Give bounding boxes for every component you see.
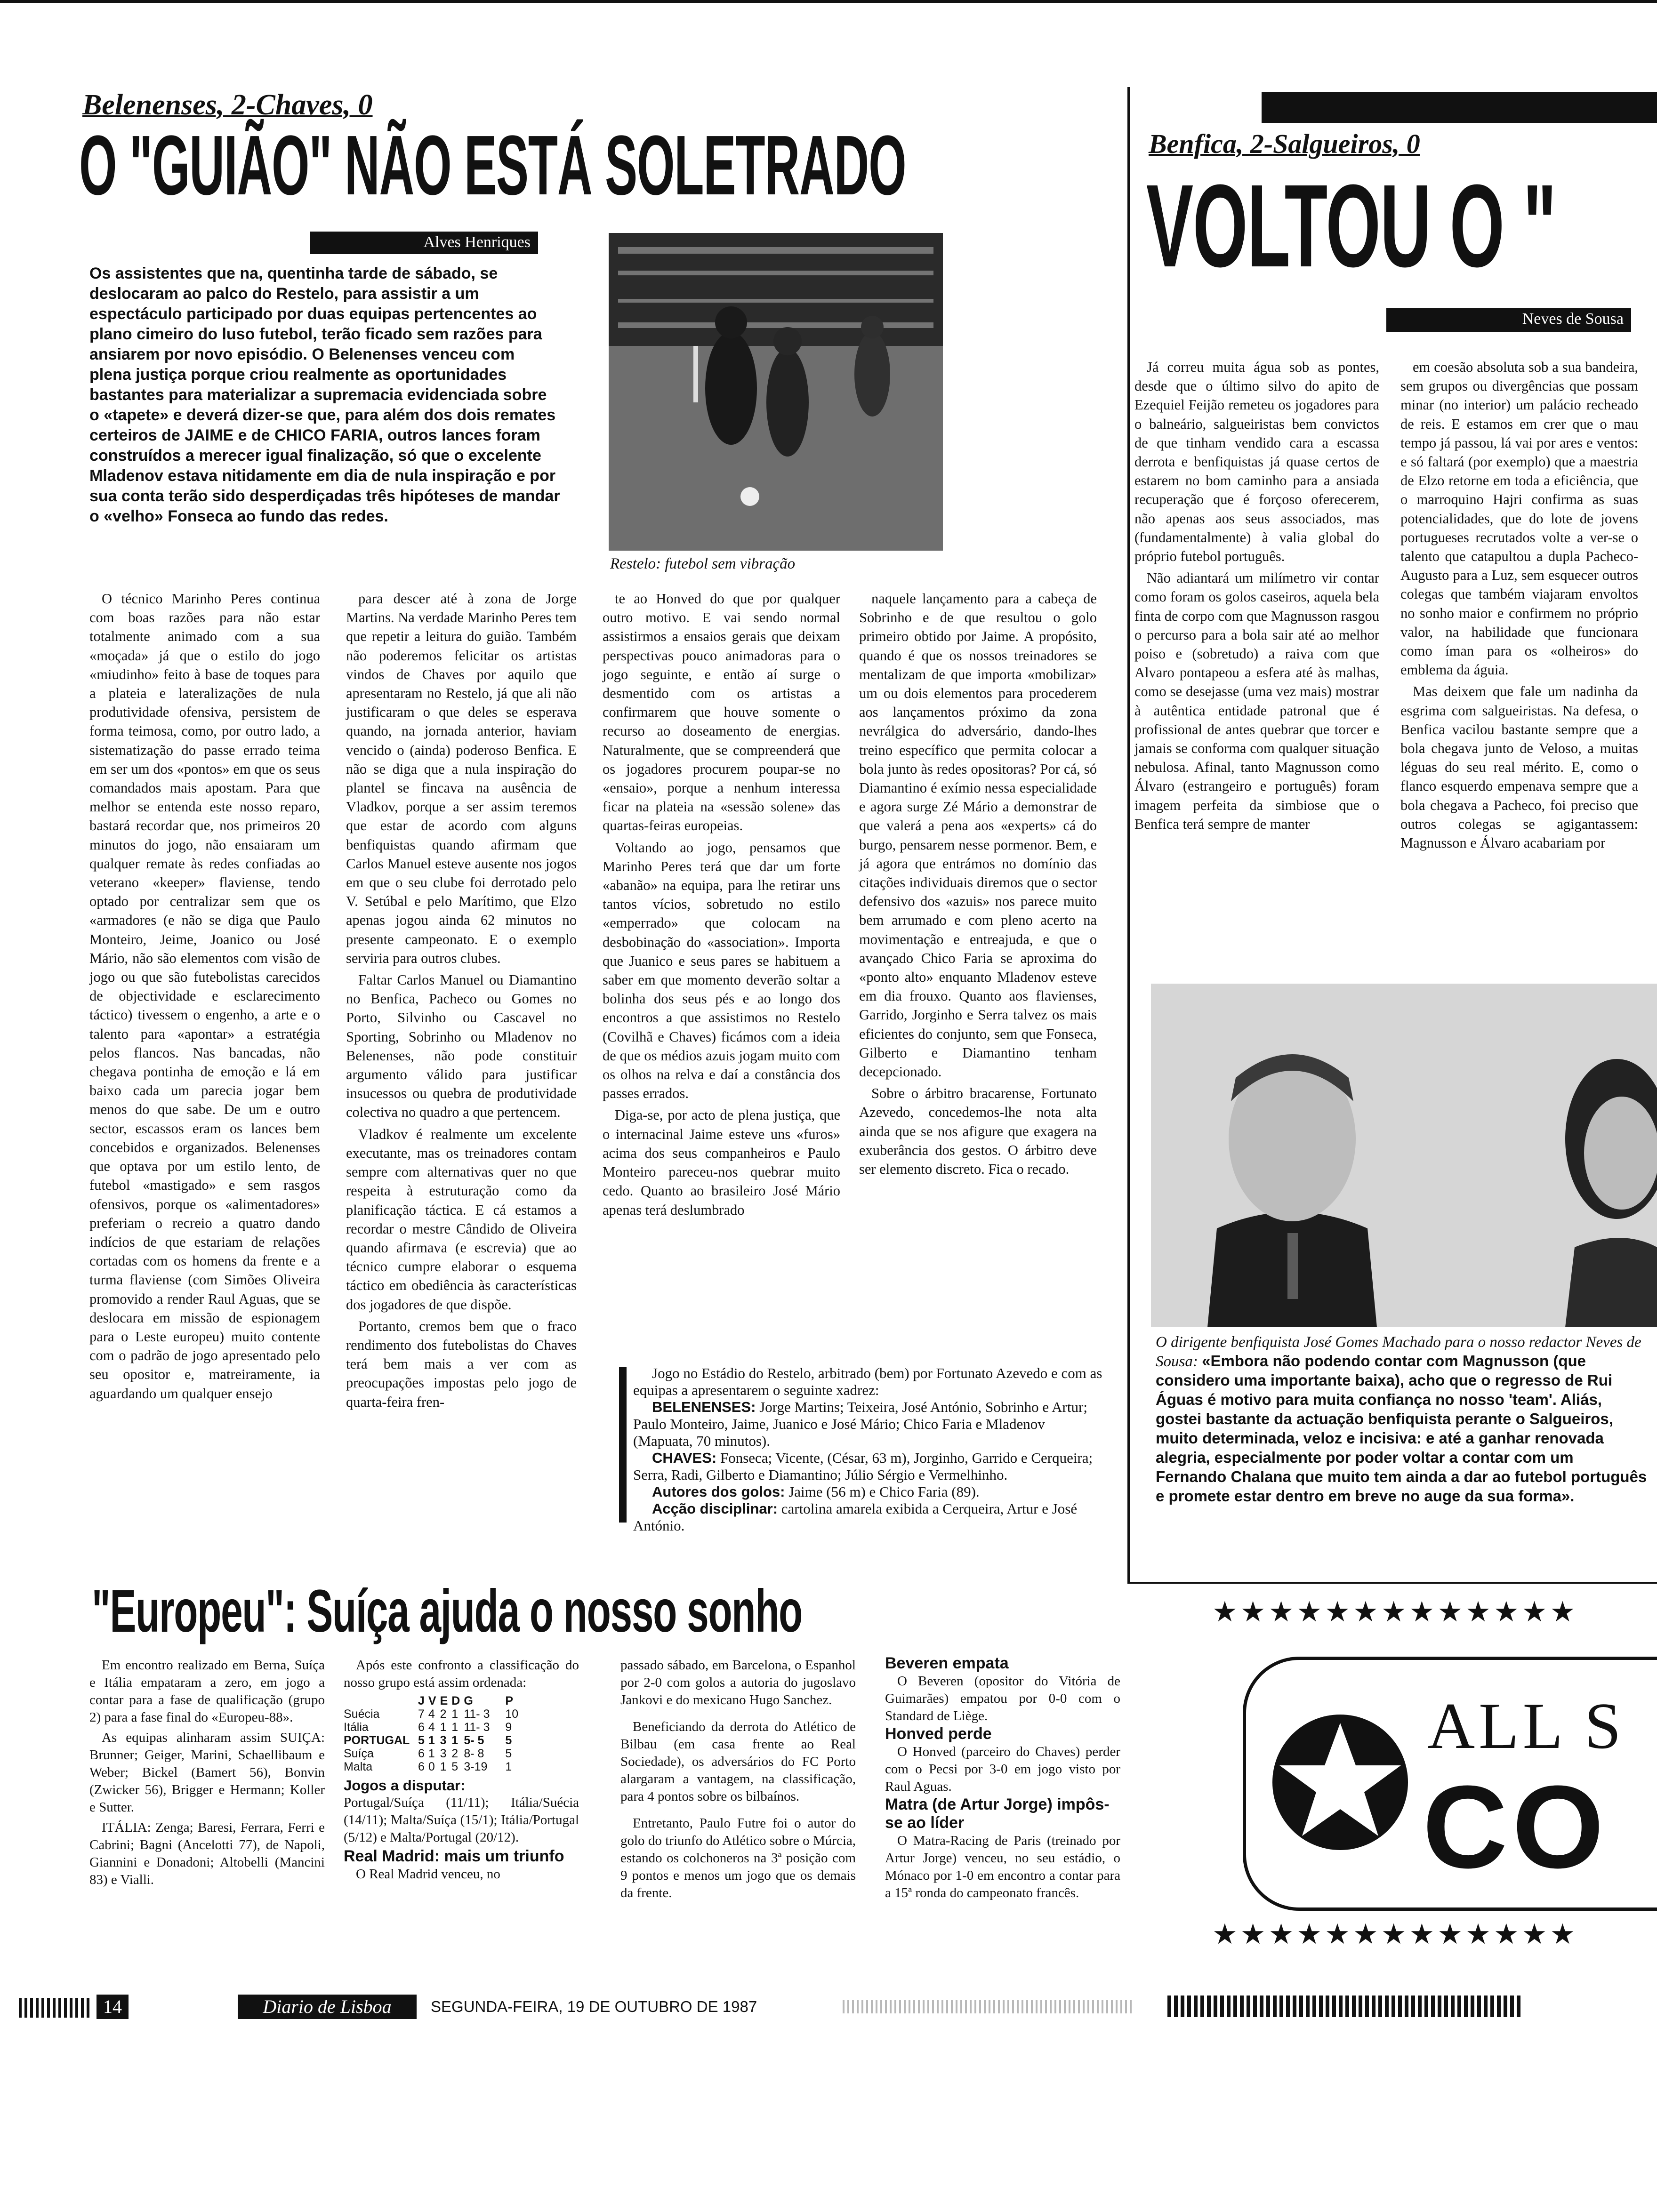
paragraph: em coesão absoluta sob a sua bandeira, sem grupos ou divergências que possam minar (no interior) um palácio recheado de reis. E estamos em crer que o mau tempo já passou, lá vai por ares e ventos: e só faltará (por exemplo) que a maestria de Elzo retorne em toda a eficiência, que o marroquino Hajri confirma as suas potencialidades, que do lote de jovens portugueses recrutados volte a ver-se o talento que catapultou a dupla Pacheco-Augusto para a Luz, sem esquecer outros colegas que também viajaram envoltos no sonho maior e confirmem no próprio valor, na habilidade que funcionara como íman para os «olheiros» do emblema da águia.: [1400, 359, 1638, 678]
table-row: Suíça 6 1 3 2 8- 8 5: [344, 1747, 512, 1760]
paragraph: Voltando ao jogo, pensamos que Marinho Peres terá que dar um forte «abanão» na equipa, para lhe retirar uns tantos vícios, sobretudo no estilo «emperrado» que colocam na desbobinação do «association». Importa que Juanico e seus pares se habituem a saber em que momento deverão soltar a bolinha dos seus pés e ao longo dos encontros a que assistimos no Restelo (Covilhã e Chaves) ficámos com a ideia de que os médios azuis jogam muito com os olhos na relva e daí a constância dos passes errados.: [603, 839, 840, 1102]
table-row: PORTUGAL 5 1 3 1 5- 5 5: [344, 1734, 512, 1747]
table-row: Suécia 7 4 2 1 11- 3 10: [344, 1707, 519, 1721]
datasheet-bar: [619, 1367, 627, 1523]
paragraph: Mas deixem que fale um nadinha da esgrima com salgueiristas. Na defesa, o Benfica vacilou bastante sempre que a bola chegava junto de Veloso, a muitas léguas do seu real mérito. E, como o flanco esquerdo empenava sempre que a bola chegava a Pacheco, foi preciso que outros colegas se agigantassem: Magnusson e Álvaro acabariam por: [1400, 683, 1638, 851]
right-photo-caption: O dirigente benfiquista José Gomes Machado para o nosso redactor Neves de Sousa:: [1156, 1334, 1641, 1370]
disciplinary: Acção disciplinar: cartolina amarela exibida a Cerqueira, Artur e José António.: [633, 1500, 1078, 1534]
lineup-belenenses: BELENENSES: Jorge Martins; Teixeira, José António, Sobrinho e Artur; Paulo Monteiro, Jaime, Juanico e José Mário; Chico Faria e Mladenov (Mapuata, 70 minutos).: [633, 1399, 1087, 1449]
star-logo-icon: [1270, 1712, 1411, 1853]
ad-box: [1243, 1657, 1657, 1911]
lineup-chaves: CHAVES: Fonseca; Vicente, (César, 63 m), Jorginho, Garrido e Cerqueira; Serra, Radi, Gilberto e Diamantino; Júlio Sérgio e Vermelhinho.: [633, 1450, 1093, 1483]
real-madrid-title: Real Madrid: mais um triunfo: [344, 1847, 564, 1865]
right-kicker: Benfica, 2-Salgueiros, 0: [1149, 128, 1420, 159]
left-kicker: Belenenses, 2-Chaves, 0: [82, 89, 373, 121]
left-lede: Os assistentes que na, quentinha tarde de sábado, se deslocaram ao palco do Restelo, para assistir a um espectáculo participado por duas equipas pertencentes ao plano cimeiro do luso futebol, terão ficado sem razões para ansiarem por novo episódio. O Belenenses venceu com plena justiça porque criou realmente as oportunidades bastantes para materializar a supremacia evidenciada sobre o «tapete» e deverá dizer-se que, para além dos dois remates certeiros de JAIME e de CHICO FARIA, outros lances foram construídos a merecer igual finalização, só que o excelente Mladenov estava nitidamente em dia de nula inspiração e por sua conta terão sido desperdiçadas três hipóteses de mandar o «velho» Fonseca ao fundo das redes.: [89, 264, 560, 525]
beveren-title: Beveren empata: [885, 1654, 1009, 1672]
football-scene-image: [609, 233, 943, 551]
bottom-headline: "Europeu": Suíça ajuda o nosso sonho: [92, 1578, 802, 1645]
page-number: 14: [97, 1995, 129, 2019]
bottom-col-2: [344, 1657, 579, 1883]
bottom-col-1: [89, 1657, 325, 1889]
right-top-bar: [1262, 92, 1657, 123]
left-headline: O "GUIÃO" NÃO ESTÁ SOLETRADO: [79, 118, 906, 213]
paragraph: Vladkov é realmente um excelente executante, mas os treinadores contam sempre com alternativas quer no que respeita à estruturação como da planificação táctica. E cá estamos a recordar o mestre Cândido de Oliveira quando afirmava (e escrevia) que ao técnico cumpre elaborar o esquema táctico em obediência às características dos jogadores de que dispõe.: [346, 1126, 577, 1313]
left-col-4: [859, 589, 1097, 1178]
left-col-2: [346, 589, 577, 1411]
left-byline: Alves Henriques: [310, 232, 538, 254]
ad-stars-bottom: ★★★★★★★★★★★★★: [1212, 1918, 1578, 1951]
paragraph: O técnico Marinho Peres continua com boas razões para não estar totalmente animado com a sua «moçada» já que o estilo do jogo «miudinho» feito à base de toques para a plateia e lateralizações de nula produtividade ofensiva, persistem de forma teimosa, como, por outro lado, a sistematização do passe errado teima em ser um dos «pontos» em que os seus comandados mais apostam. Para que melhor se entenda este nosso reparo, bastará recordar que, nos primeiros 20 minutos do jogo, não ensaiaram um qualquer remate às redes confiadas ao veterano «keeper» flaviense, tendo optado por centralizar sem que os «armadores (e não se diga que Paulo Monteiro, Jeime, Joanico ou José Mário, não são elementos com visão de jogo ou que são futebolistas carecidos de objectividade e esclarecimento táctico) tivessem o engenho, a arte e o talento para «apontar» a estratégia pelos flancos. Nas bancadas, não chegava pontinha de emoção e lá em baixo cada um parecia jogar bem menos do que sabe. De um e outro sector, escassos eram os lances bem concebidos e organizados. Belenenses que optava por um estilo lento, de futebol «mastigado» e sem rasgos ofensivos, porque os «alimentadores» preferiam o recreio a quatro dando indícios de que estariam de relações cortadas com os homens da frente e a turma flaviense (com Simões Oliveira promovido a render Raul Aguas, que se deslocara em missão de espionagem para o Leste europeu) muito contente com o padrão de jogo apresentado pelo seu opositor e, matreiramente, ia aguardando um qualquer ensejo: [89, 591, 320, 1402]
honved-text: O Honved (parceiro do Chaves) perder com o Pecsi por 3-0 em jogo visto por Raul Aguas.: [885, 1744, 1120, 1794]
paragraph: Não adiantará um milímetro vir contar como foram os golos caseiros, aquela bela finta de corpo com que Magnusson rasgou o percurso para a bola sair até ao melhor poiso e (sobretudo) a raiva com que Alvaro pontapeou a esfera até às malhas, como se desejasse (uma vez mais) mostrar à autêntica entidade patronal que é profissional de antes quebrar que torcer e jamais se conforma com qualquer situação nebulosa. Afinal, tanto Magnusson como Álvaro (estrangeiro e português) foram imagem perfeita da simbiose que o Benfica terá sempre de manter: [1134, 570, 1379, 832]
matra-title: Matra (de Artur Jorge) impôs-se ao líder: [885, 1795, 1110, 1832]
matra-text: O Matra-Racing de Paris (treinado por Artur Jorge) venceu, no seu estádio, o Mónaco por 1-0 em encontro a contar para a 15ª ronda do campeonato francês.: [885, 1833, 1120, 1900]
footer-strip-right: [843, 2000, 1134, 2013]
footer-strip-far-right: [1167, 1996, 1520, 2017]
ad-text-line1: ALL S: [1427, 1690, 1625, 1763]
bottom-col-3: [620, 1657, 856, 1902]
paragraph: Sobre o árbitro bracarense, Fortunato Azevedo, concedemos-lhe nota alta ainda que se nos afigure que exagera na exuberância dos gestos. O árbitro deve ser elemento discreto. Fica o recado.: [859, 1085, 1097, 1178]
standings-header-row: J V E D G P: [418, 1694, 514, 1707]
paragraph: para descer até à zona de Jorge Martins. Na verdade Marinho Peres tem que repetir a leitura do guião. Também não poderemos felicitar os artistas vindos de Chaves por aquilo que apresentaram no Restelo, já que ali não justificaram o que deles se esperava quando, na jornada anterior, haviam vencido o (ainda) poderoso Benfica. E não se diga que a nula inspiração do plantel se fincava na ausência de Vladkov, porque a ser assim teremos que estar de acordo com alguns benfiquistas quando afirmam que Carlos Manuel esteve ausente nos jogos em que o seu clube foi derrotado pelo V. Setúbal e pelo Marítimo, que Elzo apenas jogou ainda 62 minutos no presente campeonato. E o exemplo serviria para outros clubes.: [346, 591, 577, 966]
top-rule: [0, 0, 1657, 3]
right-col-2: [1400, 358, 1638, 852]
issue-date: SEGUNDA-FEIRA, 19 DE OUTUBRO DE 1987: [431, 1998, 757, 2015]
left-photo-caption: Restelo: futebol sem vibração: [610, 555, 796, 572]
real-madrid-text: O Real Madrid venceu, no: [356, 1867, 500, 1882]
portrait-image: [1151, 984, 1657, 1327]
footer-strip: [19, 1998, 89, 2018]
paragraph: Já correu muita água sob as pontes, desde que o último silvo do apito de Ezequiel Feijão remeteu os jogadores para o balneário, salgueiristas bem convictos de que tinham vendido cara a escassa derrota e benfiquistas já quase certos de estarem no bom caminho para a ansiada recuperação que é forçoso oferecerem, não apenas aos seus associados, mas (fundamentalmente) à valia global do próprio futebol português.: [1134, 359, 1379, 565]
datasheet-intro: Jogo no Estádio do Restelo, arbitrado (bem) por Fortunato Azevedo e com as equipas a apresentarem o seguinte xadrez:: [633, 1365, 1102, 1398]
right-col-1: [1134, 358, 1379, 834]
paragraph: ITÁLIA: Zenga; Baresi, Ferrara, Ferri e Cabrini; Bagni (Ancelotti 77), de Napoli, Giannini e Donadoni; Altobelli (Mancini 83) e Vialli.: [89, 1820, 325, 1887]
paragraph: Diga-se, por acto de plena justiça, que o internacinal Jaime esteve uns «furos» acima dos seus companheiros e Paulo Monteiro pareceu-nos quebrar muito cedo. Quanto ao brasileiro José Mário apenas terá deslumbrado: [603, 1107, 840, 1218]
right-headline: VOLTOU O ": [1146, 160, 1556, 291]
honved-title: Honved perde: [885, 1725, 992, 1743]
newspaper-name: Diario de Lisboa: [238, 1995, 417, 2019]
table-row: Itália 6 4 1 1 11- 3 9: [344, 1721, 512, 1734]
paragraph: Entretanto, Paulo Futre foi o autor do golo do triunfo do Atlético sobre o Múrcia, estando os colchoneros na 3ª posição com 9 pontos e menos um jogo que os demais da frente.: [620, 1816, 856, 1900]
left-match-photo: [609, 233, 943, 551]
ad-stars-top: ★★★★★★★★★★★★★: [1212, 1595, 1578, 1628]
table-row: Malta 6 0 1 5 3-19 1: [344, 1760, 512, 1773]
paragraph: naquele lançamento para a cabeça de Sobrinho e de que resultou o golo primeiro obtido por Jaime. A propósito, quando é que os nossos treinadores se mentalizam de que importa «mobilizar» um ou dois elementos para procederem aos lançamentos próximo da zona nevrálgica do adversário, dando-lhes treino específico que permita colocar a bola junto às redes opositoras? Por cá, só Diamantino é exímio nessa especialidade e agora surge Zé Mário a demonstrar de que valerá a pena aos «experts» cá do burgo, pensarem nesse pormenor. Bem, e já agora que entrámos no domínio das citações individuais diremos que o sector defensivo dos «azuis» nos parece muito bem arrumado e com pleno acerto na movimentação e entreajuda, e que o avançado Chico Faria se aproxima do «ponto alto» enquanto Mladenov esteve em dia frouxo. Quanto aos flavienses, Garrido, Jorginho e Serra talvez os mais eficientes do conjunto, sem que Fonseca, Gilberto e Diamantino tenham decepcionado.: [859, 591, 1097, 1080]
match-datasheet: [633, 1365, 1106, 1534]
right-portrait-photo: [1151, 984, 1657, 1327]
left-col-3: [603, 589, 840, 1219]
paragraph: As equipas alinharam assim SUIÇA: Brunner; Geiger, Marini, Schaellibaum e Weber; Bickel (Bamert 56), Bonvin (Zwicker 56), Brigger e Hermann; Koller e Sutter.: [89, 1730, 325, 1815]
right-byline: Neves de Sousa: [1386, 308, 1631, 332]
goal-scorers: Autores dos golos: Jaime (56 m) e Chico Faria (89).: [652, 1483, 980, 1500]
left-col-1: [89, 589, 320, 1403]
fixtures-title: Jogos a disputar:: [344, 1777, 466, 1794]
standings-intro: Após este confronto a classificação do nosso grupo está assim ordenada:: [344, 1658, 579, 1690]
right-photo-caption-block: [1156, 1333, 1648, 1506]
standings-table: [344, 1694, 522, 1773]
beveren-text: O Beveren (opositor do Vitória de Guimarães) empatou por 0-0 com o Standard de Liège.: [885, 1674, 1120, 1723]
fixtures-text: Portugal/Suíça (11/11); Itália/Suécia (14/11); Malta/Suíça (15/1); Itália/Portugal (5/12) e Malta/Portugal (20/12).: [344, 1795, 579, 1845]
paragraph: Em encontro realizado em Berna, Suíça e Itália empataram a zero, em jogo a contar para a fase de qualificação (grupo 2) para a fase final do «Europeu-88».: [89, 1658, 325, 1725]
ad-text-line2: CO: [1423, 1761, 1609, 1892]
paragraph: te ao Honved do que por qualquer outro motivo. E vai sendo normal assistirmos a ensaios gerais que deixam perspectivas pouco animadoras para o jogo seguinte, e então aí surge o desmentido com os artistas a confirmarem que houve somente o recurso ao doseamento de energias. Naturalmente, que se compreenderá que os jogadores procurem poupar-se no «ensaio», porque a nenhum interessa ficar na plateia na «sessão solene» das quartas-feiras europeias.: [603, 591, 840, 834]
paragraph: Portanto, cremos bem que o fraco rendimento dos futebolistas do Chaves terá bem mais a ver com as preocupações impostas pelo jogo de quarta-feira fren-: [346, 1318, 577, 1410]
paragraph: Beneficiando da derrota do Atlético de Bilbau (em casa frente ao Real Sociedade), os adversários do FC Porto alargaram a vantagem, na classificação, para 4 pontos sobre os bilbaínos.: [620, 1719, 856, 1804]
right-quote: «Embora não podendo contar com Magnusson (que considero uma importante baixa), acho que o regresso de Rui Águas é motivo para muita confiança no nosso 'team'. Aliás, gostei bastante da actuação benfiquista perante o Salgueiros, muito determinada, veloz e incisiva: e até a ganhar renovada alegria, especialmente por poder voltar a contar com um Fernando Chalana que muito tem ainda a dar ao futebol português e promete estar dentro em breve no auge da sua forma».: [1156, 1352, 1647, 1505]
bottom-col-4: [885, 1654, 1120, 1902]
paragraph: passado sábado, em Barcelona, o Espanhol por 2-0 com golos a autoria do jugoslavo Jankovi e do mexicano Hugo Sanchez.: [620, 1658, 856, 1707]
paragraph: Faltar Carlos Manuel ou Diamantino no Benfica, Pacheco ou Gomes no Porto, Silvinho ou Cascavel no Sporting, Sobrinho ou Mladenov no Belenenses, não pode constituir argumento válido para justificar insucessos ou quebra de produtividade colectiva no quadro a que pertencem.: [346, 972, 577, 1121]
